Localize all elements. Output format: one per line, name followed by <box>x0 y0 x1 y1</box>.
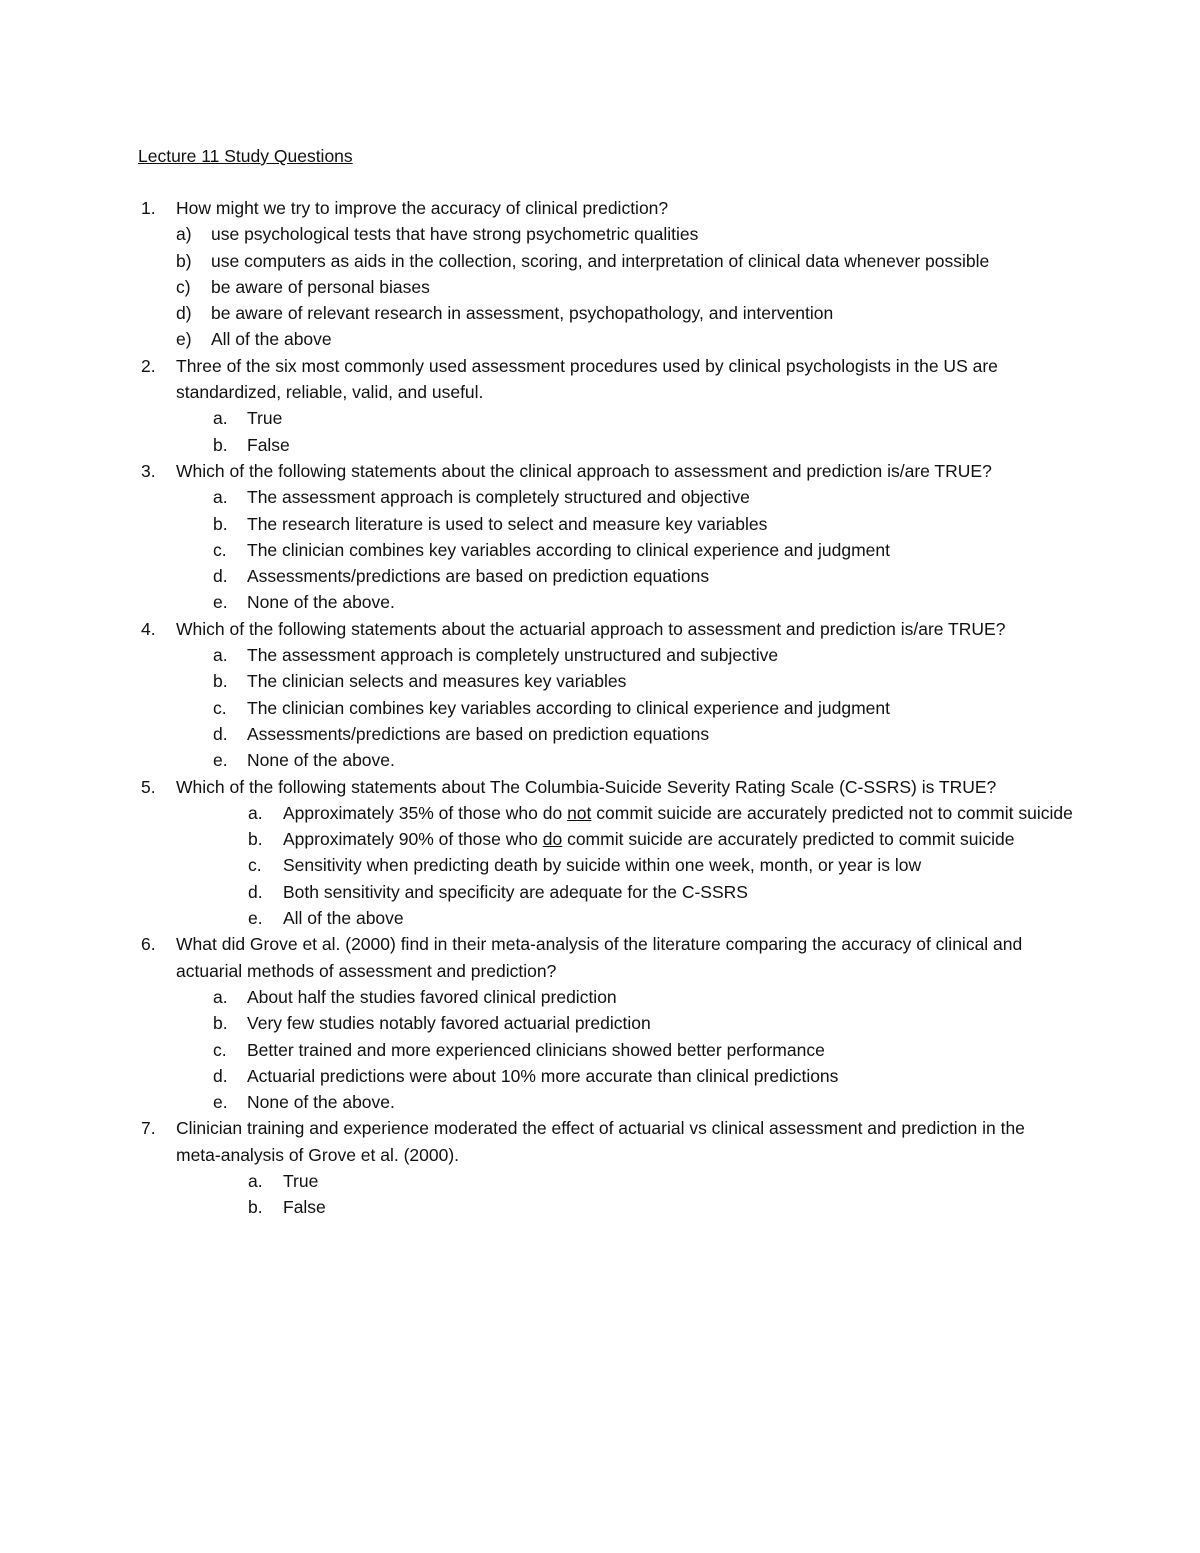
question-number: 5. <box>141 776 156 797</box>
answer-option <box>0 747 1200 773</box>
question-number: 7. <box>141 1118 156 1139</box>
option-text: None of the above. <box>247 750 395 771</box>
option-text: The assessment approach is completely unstructured and subjective <box>247 645 779 666</box>
option-text: be aware of relevant research in assessment, psychopathology, and intervention <box>211 303 834 324</box>
option-label: e. <box>213 592 228 613</box>
question-number: 6. <box>141 934 156 955</box>
question-text: Which of the following statements about the actuarial approach to assessment and prediction is/are TRUE? <box>176 618 1006 639</box>
option-text: The clinician selects and measures key variables <box>247 671 627 692</box>
option-text: False <box>283 1197 326 1218</box>
option-label: c. <box>213 1039 227 1060</box>
answer-options <box>0 800 1200 931</box>
answer-option <box>0 511 1200 537</box>
question-list <box>0 195 1200 1221</box>
option-label: c. <box>213 539 227 560</box>
option-label: c. <box>213 697 227 718</box>
answer-option <box>0 1194 1200 1220</box>
question-text: Clinician training and experience moderated the effect of actuarial vs clinical assessment and prediction in the meta-analysis of Grove et al. (2000). <box>176 1118 1025 1165</box>
answer-option <box>0 248 1200 274</box>
option-label: b. <box>213 671 228 692</box>
question-1 <box>0 195 1200 353</box>
option-text-pre: Approximately 90% of those who <box>283 829 543 850</box>
page-title: Lecture 11 Study Questions <box>138 146 353 166</box>
question-6 <box>0 931 1200 1115</box>
answer-options <box>0 221 1200 352</box>
question-5 <box>0 774 1200 932</box>
option-text: Both sensitivity and specificity are adequate for the C-SSRS <box>283 881 748 902</box>
option-text: be aware of personal biases <box>211 276 430 297</box>
option-label: a. <box>248 802 263 823</box>
answer-option <box>0 905 1200 931</box>
option-label: c. <box>248 855 262 876</box>
option-text-pre: Approximately 35% of those who do <box>283 802 568 823</box>
option-text: Actuarial predictions were about 10% more accurate than clinical predictions <box>247 1065 839 1086</box>
option-label: e. <box>213 1092 228 1113</box>
answer-option <box>0 721 1200 747</box>
answer-option <box>0 326 1200 352</box>
option-label: d. <box>213 1065 228 1086</box>
answer-option <box>0 826 1200 852</box>
option-text: Better trained and more experienced clinicians showed better performance <box>247 1039 825 1060</box>
question-2 <box>0 353 1200 458</box>
answer-option <box>0 1063 1200 1089</box>
option-text: The clinician combines key variables according to clinical experience and judgment <box>247 697 890 718</box>
answer-options <box>0 642 1200 773</box>
answer-option <box>0 1010 1200 1036</box>
answer-option <box>0 405 1200 431</box>
option-text: The assessment approach is completely structured and objective <box>247 487 750 508</box>
option-text: The clinician combines key variables according to clinical experience and judgment <box>247 539 890 560</box>
option-label: a. <box>213 986 228 1007</box>
option-label: d. <box>213 723 228 744</box>
option-label: b) <box>176 250 192 271</box>
option-label: e. <box>248 908 263 929</box>
answer-option <box>0 668 1200 694</box>
answer-option <box>0 300 1200 326</box>
option-label: d) <box>176 303 192 324</box>
option-label: b. <box>248 829 263 850</box>
question-number: 4. <box>141 618 156 639</box>
answer-option <box>0 1168 1200 1194</box>
answer-option <box>0 589 1200 615</box>
answer-option <box>0 432 1200 458</box>
question-text: How might we try to improve the accuracy of clinical prediction? <box>176 198 669 218</box>
option-label: a. <box>213 487 228 508</box>
option-text: use computers as aids in the collection, scoring, and interpretation of clinical data whenever possible <box>211 250 990 271</box>
answer-options <box>0 484 1200 615</box>
question-text: Three of the six most commonly used assessment procedures used by clinical psychologists in the US are standardized, reliable, valid, and useful. <box>176 355 998 403</box>
question-3 <box>0 458 1200 616</box>
underlined-word: not <box>567 802 592 823</box>
option-text-post: commit suicide are accurately predicted to commit suicide <box>562 829 1015 850</box>
option-label: b. <box>248 1197 263 1218</box>
question-number: 2. <box>141 355 156 376</box>
option-label: a. <box>248 1170 263 1191</box>
question-7 <box>0 1115 1200 1220</box>
answer-option <box>0 537 1200 563</box>
answer-option <box>0 1089 1200 1115</box>
option-text: All of the above <box>211 329 332 350</box>
option-text: All of the above <box>283 908 404 929</box>
option-label: e) <box>176 329 192 350</box>
option-text: None of the above. <box>247 592 395 613</box>
option-label: b. <box>213 1013 228 1034</box>
option-text: Sensitivity when predicting death by suicide within one week, month, or year is low <box>283 855 922 876</box>
answer-options <box>0 405 1200 458</box>
answer-option <box>0 852 1200 878</box>
question-text: What did Grove et al. (2000) find in their meta-analysis of the literature comparing the accuracy of clinical and actuarial methods of assessment and prediction? <box>176 934 1023 981</box>
option-label: a. <box>213 645 228 666</box>
answer-option <box>0 563 1200 589</box>
question-number: 1. <box>141 198 156 218</box>
option-text: The research literature is used to select and measure key variables <box>247 513 768 534</box>
underlined-word: do <box>542 829 563 850</box>
option-label: b. <box>213 434 228 455</box>
option-text: True <box>283 1170 319 1191</box>
option-text: False <box>247 434 290 455</box>
option-text: About half the studies favored clinical prediction <box>247 986 617 1007</box>
question-number: 3. <box>141 460 156 481</box>
answer-option <box>0 695 1200 721</box>
answer-option <box>0 984 1200 1010</box>
answer-option <box>0 800 1200 826</box>
option-text: Very few studies notably favored actuarial prediction <box>247 1013 651 1034</box>
option-label: d. <box>248 881 263 902</box>
answer-options <box>0 1168 1200 1221</box>
answer-option <box>0 1037 1200 1063</box>
option-text: Assessments/predictions are based on prediction equations <box>247 723 710 744</box>
option-label: c) <box>176 276 191 297</box>
answer-option <box>0 274 1200 300</box>
option-label: b. <box>213 513 228 534</box>
option-text-post: commit suicide are accurately predicted not to commit suicide <box>591 802 1073 823</box>
answer-option <box>0 879 1200 905</box>
option-text: None of the above. <box>247 1092 395 1113</box>
answer-option <box>0 642 1200 668</box>
question-text: Which of the following statements about the clinical approach to assessment and prediction is/are TRUE? <box>176 460 992 481</box>
option-text: True <box>247 408 283 429</box>
option-label: d. <box>213 566 228 587</box>
option-text <box>283 800 1073 826</box>
answer-options <box>0 984 1200 1115</box>
option-text: use psychological tests that have strong psychometric qualities <box>211 224 699 245</box>
answer-option <box>0 484 1200 510</box>
option-label: e. <box>213 750 228 771</box>
option-label: a. <box>213 408 228 429</box>
question-4 <box>0 616 1200 774</box>
option-text: Assessments/predictions are based on prediction equations <box>247 566 710 587</box>
option-text <box>283 826 1073 852</box>
question-text: Which of the following statements about The Columbia-Suicide Severity Rating Scale (C-SSRS) is TRUE? <box>176 776 997 797</box>
option-label: a) <box>176 224 192 245</box>
answer-option <box>0 221 1200 247</box>
